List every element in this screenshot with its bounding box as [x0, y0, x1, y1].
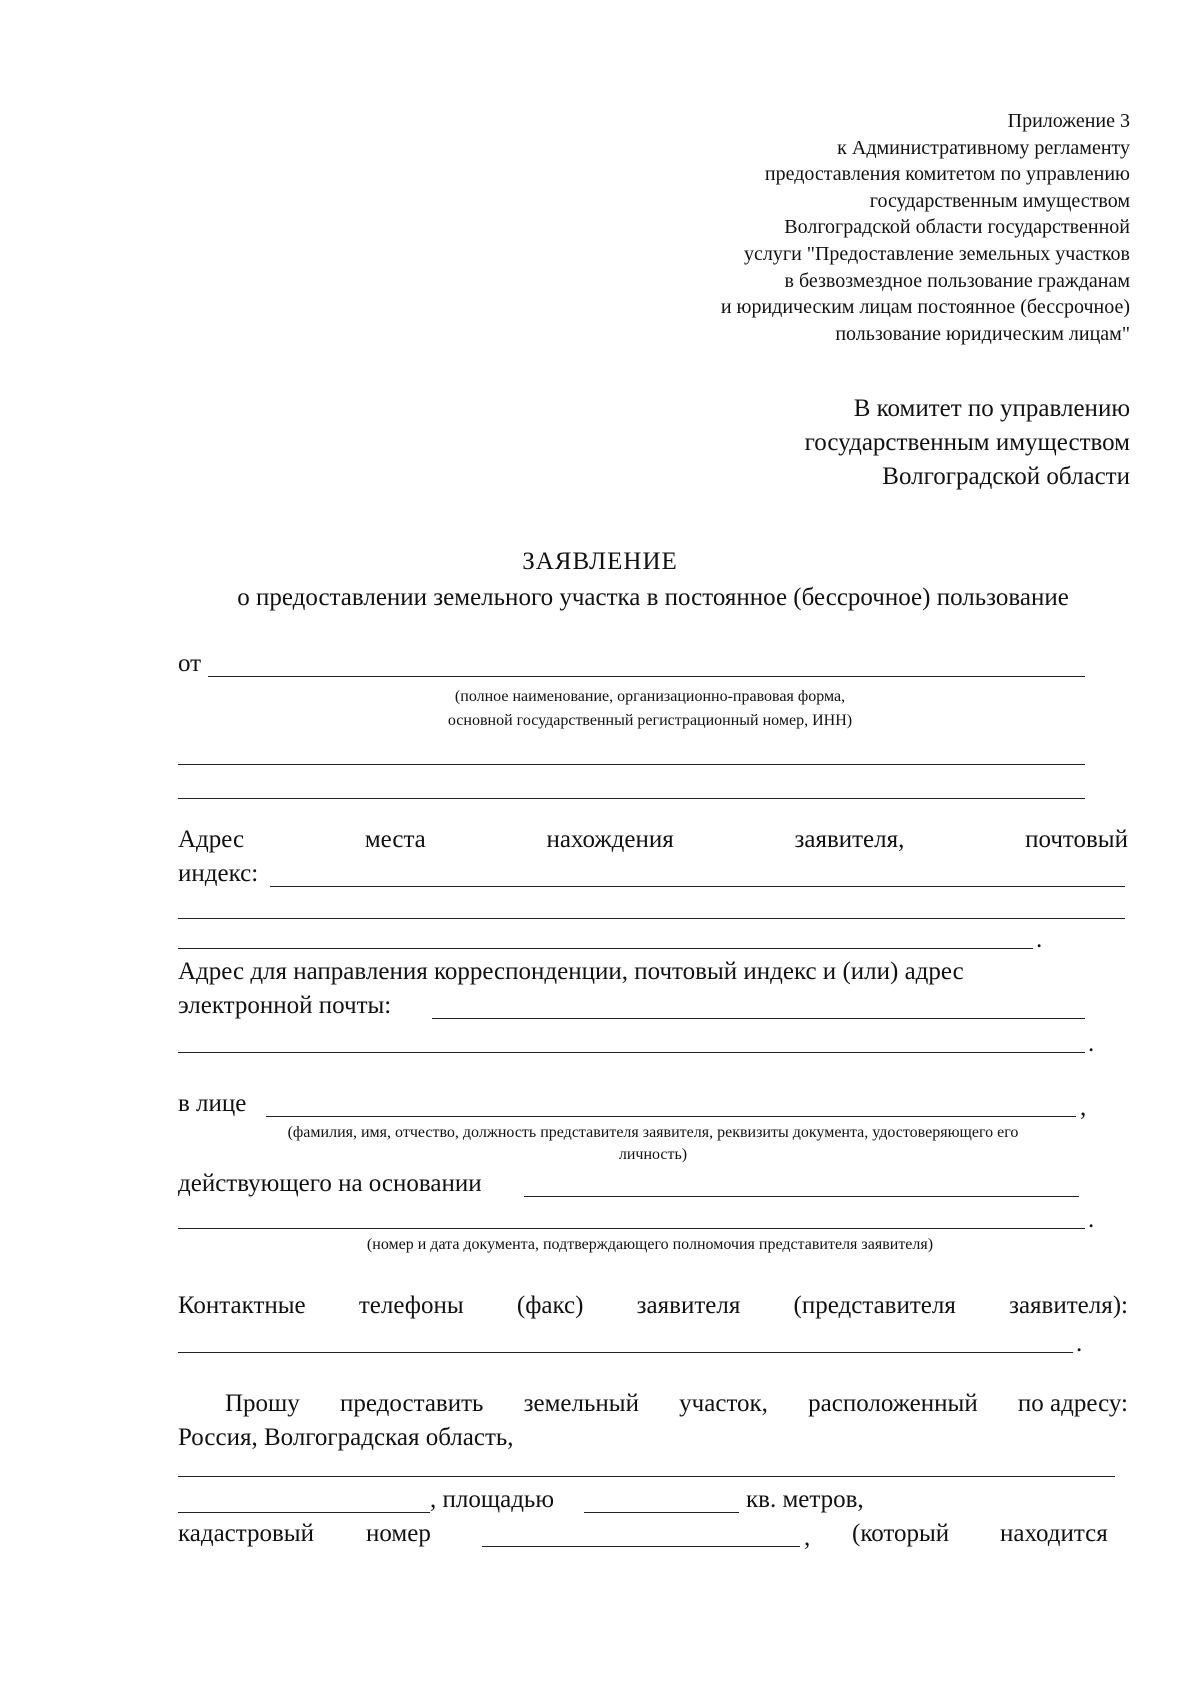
basis-hint: (номер и дата документа, подтверждающего полномочия представителя заявителя) — [366, 1236, 934, 1253]
area-label: , площадью — [430, 1486, 554, 1513]
phones-heading — [178, 1292, 1128, 1320]
cadastral-comma: , — [804, 1524, 811, 1551]
addressee-line: Волгоградской области — [882, 463, 1130, 490]
document-title: ЗАЯВЛЕНИЕ — [522, 548, 678, 575]
phones-end-punct: . — [1076, 1330, 1083, 1357]
applicant-hint-line2: основной государственный регистрационный номер, ИНН) — [447, 712, 853, 729]
applicant-name-field-line3[interactable] — [178, 798, 1085, 799]
applicant-hint-line1: (полное наименование, организационно-правовая форма, — [454, 688, 846, 705]
appendix-line: предоставления комитетом по управлению — [764, 163, 1130, 186]
representative-hint-line2: личность) — [618, 1146, 688, 1163]
representative-field[interactable] — [266, 1116, 1076, 1117]
appendix-line: в безвозмездное пользование гражданам — [784, 269, 1130, 292]
request-word: Прошу — [225, 1390, 300, 1417]
address-field-line3[interactable] — [178, 948, 1033, 949]
appendix-line: Волгоградской области государственной — [784, 216, 1130, 239]
address-field-line2[interactable] — [178, 918, 1125, 919]
request-word: земельный — [523, 1390, 639, 1417]
appendix-line: государственным имуществом — [869, 189, 1130, 212]
address-word: заявителя, — [794, 826, 905, 853]
area-field[interactable] — [584, 1512, 739, 1513]
representative-label: в лице — [178, 1090, 247, 1117]
appendix-line: услуги "Предоставление земельных участков — [744, 242, 1130, 265]
postal-index-label: индекс: — [178, 860, 259, 887]
applicant-name-field[interactable] — [208, 676, 1085, 677]
phones-field[interactable] — [178, 1352, 1073, 1353]
address-field-line1[interactable] — [270, 886, 1125, 887]
plot-address-field-line2[interactable] — [178, 1512, 430, 1513]
representative-comma: , — [1080, 1094, 1087, 1121]
from-label: от — [178, 650, 202, 677]
basis-label: действующего на основании — [178, 1170, 482, 1197]
address-heading — [178, 826, 1128, 854]
document-subtitle: о предоставлении земельного участка в постоянное (бессрочное) пользование — [237, 584, 1069, 611]
cadastral-word-1: кадастровый — [178, 1520, 314, 1547]
address-word: места — [364, 826, 426, 853]
addressee-line: государственным имуществом — [804, 429, 1130, 456]
area-unit: кв. метров, — [746, 1486, 864, 1513]
request-word: по адресу: — [1017, 1390, 1128, 1417]
representative-hint-line1: (фамилия, имя, отчество, должность представителя заявителя, реквизиты документа, удостоверяющего его — [287, 1124, 1019, 1141]
cadastral-word-2: номер — [366, 1520, 431, 1547]
request-word: предоставить — [340, 1390, 484, 1417]
phones-word: телефоны — [358, 1292, 464, 1319]
correspondence-end-punct: . — [1088, 1030, 1095, 1057]
email-field-line1[interactable] — [432, 1018, 1085, 1019]
address-word: почтовый — [1025, 826, 1128, 853]
appendix-line: к Административному регламенту — [837, 136, 1130, 159]
phones-word: заявителя): — [1009, 1292, 1128, 1319]
addressee-block — [630, 392, 1130, 494]
appendix-header — [570, 108, 1130, 347]
appendix-line: пользование юридическим лицам" — [835, 322, 1130, 345]
basis-field-line2[interactable] — [178, 1228, 1085, 1229]
email-field-line2[interactable] — [178, 1052, 1085, 1053]
phones-word: заявителя — [636, 1292, 741, 1319]
address-word: нахождения — [546, 826, 674, 853]
request-line2: Россия, Волгоградская область, — [178, 1424, 514, 1451]
address-word: Адрес — [178, 826, 245, 853]
appendix-line: и юридическим лицам постоянное (бессрочное) — [720, 296, 1130, 319]
request-word: расположенный — [808, 1390, 978, 1417]
basis-field-line1[interactable] — [524, 1196, 1079, 1197]
plot-address-field[interactable] — [178, 1476, 1115, 1477]
cadastral-number-field[interactable] — [482, 1546, 800, 1547]
correspondence-label-line1: Адрес для направления корреспонденции, почтовый индекс и (или) адрес — [178, 958, 964, 985]
tail-word-1: (который — [852, 1520, 950, 1547]
phones-word: (факс) — [516, 1292, 584, 1319]
address-end-punct: . — [1036, 926, 1043, 953]
basis-end-punct: . — [1088, 1206, 1095, 1233]
phones-word: (представителя — [793, 1292, 956, 1319]
tail-word-2: находится — [1000, 1520, 1108, 1547]
appendix-line: Приложение 3 — [1007, 110, 1130, 132]
correspondence-label-line2: электронной почты: — [178, 992, 392, 1019]
request-line1 — [225, 1390, 1128, 1418]
applicant-name-field-line2[interactable] — [178, 764, 1085, 765]
addressee-line: В комитет по управлению — [853, 395, 1130, 422]
phones-word: Контактные — [178, 1292, 306, 1319]
request-word: участок, — [679, 1390, 768, 1417]
